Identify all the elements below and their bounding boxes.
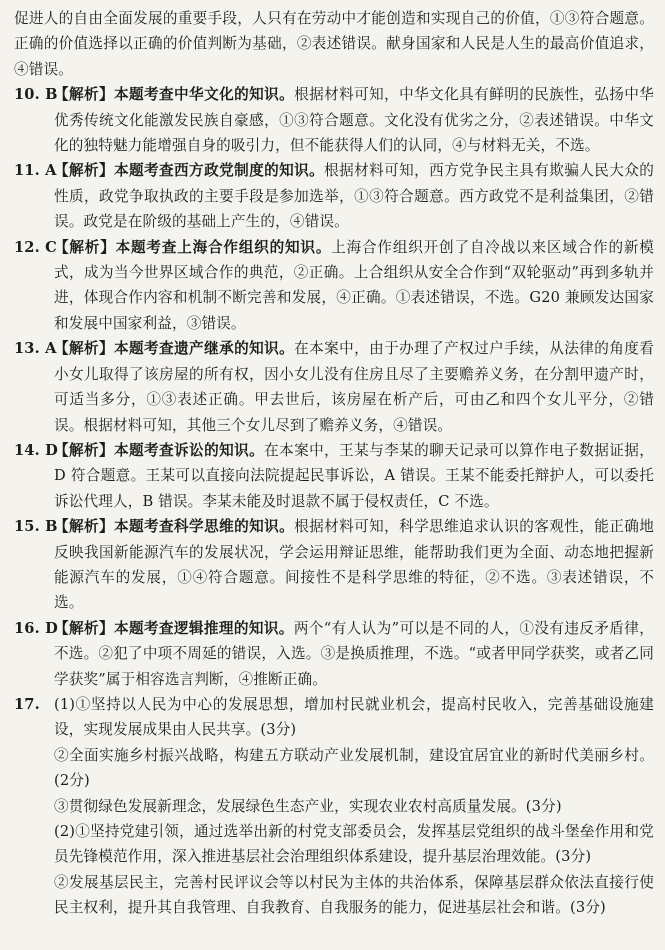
answer-item-11 xyxy=(14,158,654,234)
analysis-tag: 【解析】 xyxy=(54,619,114,637)
answer-item-15 xyxy=(14,514,654,616)
question-number: 13. A xyxy=(14,340,57,358)
analysis-text: 根据材料可知，中华文化具有鲜明的民族性，弘扬中华优秀传统文化能激发民族自豪感，①③符合题意。文化没有优劣之分，②表述错误。中华文化的独特魅力能增强自身的吸引力，但不能获得人们的认同，④与材料无关，不选。 xyxy=(54,86,654,155)
answer-item-12 xyxy=(14,235,654,337)
analysis-tag: 【解析】 xyxy=(54,86,115,104)
analysis-tag: 【解析】 xyxy=(54,340,115,358)
answer-item-13 xyxy=(14,336,654,438)
analysis-tag: 【解析】 xyxy=(54,518,115,536)
question-number: 16. D xyxy=(14,619,58,637)
analysis-topic: 本题考查逻辑推理的知识。 xyxy=(113,619,294,637)
question-number: 11. A xyxy=(14,162,57,180)
analysis-topic: 本题考查西方政党制度的知识。 xyxy=(114,162,325,180)
q17-part1-point1: (1)①坚持以人民为中心的发展思想，增加村民就业机会，提高村民收入，完善基础设施建设，实现发展成果由人民共享。(3分) xyxy=(54,695,654,739)
analysis-text: 在本案中，由于办理了产权过户手续，从法律的角度看小女儿取得了该房屋的所有权，因小女儿没有住房且尽了主要赡养义务，在分割甲遗产时，可适当多分，①③表述正确。甲去世后，该房屋在析产后，可由乙和四个女儿平分，②错误。根据材料可知，其他三个女儿尽到了赡养义务，④错误。 xyxy=(54,340,654,434)
answer-item-14 xyxy=(14,438,654,514)
analysis-topic: 本题考查科学思维的知识。 xyxy=(114,518,295,536)
analysis-topic: 本题考查遗产继承的知识。 xyxy=(114,340,295,358)
analysis-topic: 本题考查中华文化的知识。 xyxy=(114,86,295,104)
q17-part1-point2: ②全面实施乡村振兴战略，构建五方联动产业发展机制，建设宜居宜业的新时代美丽乡村。(2分) xyxy=(54,746,654,790)
question-number: 17. xyxy=(14,695,40,713)
q17-part1-point3: ③贯彻绿色发展新理念，发展绿色生态产业，实现农业农村高质量发展。(3分) xyxy=(54,797,562,815)
question-number: 12. C xyxy=(14,238,57,256)
answer-item-16 xyxy=(14,616,654,692)
intro-paragraph: 促进人的自由全面发展的重要手段，人只有在劳动中才能创造和实现自己的价值，①③符合题意。正确的价值选择以正确的价值判断为基础，②表述错误。献身国家和人民是人生的最高价值追求，④错误。 xyxy=(14,10,654,78)
q17-part2-point2: ②发展基层民主，完善村民评议会等以村民为主体的共治体系，保障基层群众依法直接行使民主权利，提升其自我管理、自我教育、自我服务的能力，促进基层社会和谐。(3分) xyxy=(54,873,654,917)
answer-content xyxy=(14,6,654,921)
analysis-tag: 【解析】 xyxy=(54,238,116,256)
question-number: 14. D xyxy=(14,441,58,459)
q17-part2-point1: (2)①坚持党建引领，通过选举出新的村党支部委员会，发挥基层党组织的战斗堡垒作用和党员先锋模范作用，深入推进基层社会治理组织体系建设，提升基层治理效能。(3分) xyxy=(54,823,654,866)
analysis-tag: 【解析】 xyxy=(54,162,115,180)
answer-item-10 xyxy=(14,82,654,158)
question-number: 15. B xyxy=(14,518,58,536)
analysis-text: 两个“有人认为”可以是不同的人，①没有违反矛盾律，不选。②犯了中项不周延的错误，入选。③是换质推理，不选。“或者甲同学获奖，或者乙同学获奖”属于相容选言判断，④推断正确。 xyxy=(54,619,654,688)
analysis-topic: 本题考查上海合作组织的知识。 xyxy=(115,238,332,256)
analysis-text: 在本案中，王某与李某的聊天记录可以算作电子数据证据，D 符合题意。王某可以直接向法院提起民事诉讼，A 错误。王某不能委托辩护人，可以委托诉讼代理人，B 错误。李某未能及时退款不属于侵权责任，C 不选。 xyxy=(54,441,654,510)
answer-item-17 xyxy=(14,692,654,743)
analysis-tag: 【解析】 xyxy=(54,441,115,459)
question-number: 10. B xyxy=(14,86,58,104)
analysis-text: 上海合作组织开创了自冷战以来区域合作的新模式，成为当今世界区域合作的典范，②正确。上合组织从安全合作到“双轮驱动”再到多轨并进，体现合作内容和机制不断完善和发展，④正确。①表述错误，不选。G20 兼顾发达国家和发展中国家利益，③错误。 xyxy=(54,238,654,332)
analysis-text: 根据材料可知，西方党争民主具有欺骗人民大众的性质，政党争取执政的主要手段是参加选举，①③符合题意。西方政党不是利益集团，②错误。政党是在阶级的基础上产生的，④错误。 xyxy=(54,162,654,231)
analysis-topic: 本题考查诉讼的知识。 xyxy=(114,441,265,459)
analysis-text: 根据材料可知，科学思维追求认识的客观性，能正确地反映我国新能源汽车的发展状况，学会运用辩证思维，能帮助我们更为全面、动态地把握新能源汽车的发展，①④符合题意。间接性不是科学思维的特征，②不选。③表述错误，不选。 xyxy=(54,518,654,612)
